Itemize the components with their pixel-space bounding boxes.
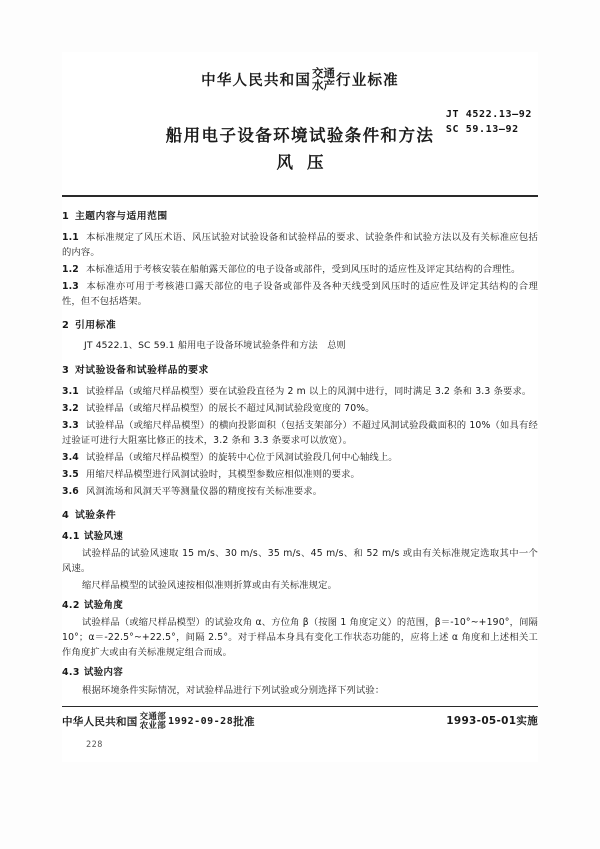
clause-3-2: [62, 401, 538, 416]
masthead-ministry-bottom: 水产: [312, 77, 336, 92]
clause-3-1: [62, 384, 538, 399]
clause-text-3-2: 试验样品（或缩尺样品模型）的展长不超过风洞试验段宽度的 70%。: [86, 402, 375, 414]
footer-ministry-top: 交通部: [139, 711, 167, 722]
clause-text-3-4: 试验样品（或缩尺样品模型）的旋转中心位于风洞试验段几何中心轴线上。: [86, 451, 398, 463]
section-title-1: 主题内容与适用范围: [75, 210, 168, 222]
masthead-ministry-top: 交通: [312, 66, 336, 80]
clause-text-3-5: 用缩尺样品模型进行风洞试验时，其模型参数应相似准则的要求。: [86, 468, 360, 480]
footer-implement-date: 1993-05-01实施: [446, 714, 538, 727]
section-title-4: 试验条件: [75, 509, 117, 521]
scanned-page-content: [62, 52, 538, 762]
clause-1-3: [62, 279, 538, 309]
subsection-heading-4-1: [62, 529, 538, 544]
page-title: 船用电子设备环境试验条件和方法: [165, 126, 435, 145]
standard-number-jt: JT 4522.13—92: [445, 109, 532, 120]
clause-text-4-3-a: 根据环境条件实际情况，对试验样品进行下列试验或分别选择下列试验：: [82, 684, 385, 696]
clause-1-2: [62, 262, 538, 277]
referenced-standard: JT 4522.1、SC 59.1 船用电子设备环境试验条件和方法 总则: [84, 339, 346, 351]
footer-ministry-bottom: 农业部: [139, 720, 167, 731]
standard-number-block: [446, 108, 532, 137]
clause-3-3: [62, 418, 538, 448]
masthead-prefix: 中华人民共和国: [201, 73, 312, 90]
footer-issuer-prefix: 中华人民共和国: [62, 716, 138, 729]
clause-text-4-1-a: 试验样品的试验风速取 15 m/s、30 m/s、35 m/s、45 m/s、和 52 m/s 或由有关标准规定选取其中一个风速。: [62, 547, 538, 574]
clause-number-3-3: 3.3: [62, 419, 79, 431]
masthead-line: [201, 68, 399, 92]
clause-number-1-2: 1.2: [62, 263, 79, 275]
clause-text-4-1-b: 缩尺样品模型的试验风速按相似准则折算或由有关标准规定。: [82, 580, 338, 592]
subsection-title-4-1: 试验风速: [84, 530, 124, 542]
masthead: [62, 60, 538, 135]
subsection-number-4-3: 4.3: [62, 667, 80, 679]
subsection-heading-4-2: [62, 598, 538, 613]
footer-approve-date: 1992-09-28: [168, 716, 234, 728]
subsection-title-4-3: 试验内容: [84, 667, 124, 679]
clause-3-6: [62, 484, 538, 499]
section-number-2: 2: [62, 319, 70, 331]
clause-number-1-3: 1.3: [62, 280, 79, 292]
clause-number-3-2: 3.2: [62, 402, 79, 414]
clause-1-1: [62, 230, 538, 260]
section-heading-4: [62, 508, 538, 524]
footer-ministry-stack: [140, 713, 166, 731]
section-title-2: 引用标准: [75, 319, 117, 331]
clause-3-5: [62, 467, 538, 482]
clause-text-3-3: 试验样品（或缩尺样品模型）的横向投影面积（包括支架部分）不超过风洞试验段截面积的 10%（如具有经过验证可进行大阻塞比修正的技术，3.2 条和 3.3 条要求可以放宽）。: [62, 419, 538, 446]
section-number-3: 3: [62, 364, 70, 376]
subsection-number-4-2: 4.2: [62, 600, 80, 612]
clause-text-1-1: 本标准规定了风压术语、风压试验对试验设备和试验样品的要求、试验条件和试验方法以及有关标准应包括的内容。: [62, 231, 538, 258]
footer-divider: [62, 706, 538, 707]
subsection-number-4-1: 4.1: [62, 530, 80, 542]
clause-text-3-1: 试验样品（或缩尺样品模型）要在试验段直径为 2 m 以上的风洞中进行，同时满足 3.2 条和 3.3 条要求。: [86, 385, 532, 397]
subsection-heading-4-3: [62, 665, 538, 680]
section-number-4: 4: [62, 509, 70, 521]
standard-number-sc: SC 59.13—92: [445, 123, 519, 135]
clause-text-1-2: 本标准适用于考核安装在船舶露天部位的电子设备或部件，受到风压时的适应性及评定其结构的合理性。: [86, 263, 521, 275]
clause-text-4-2-a: 试验样品（或缩尺样品模型）的试验攻角 α、方位角 β（按图 1 角度定义）的范围，β＝-10°~+190°，间隔 10°；α＝-22.5°~+22.5°，间隔 2.5°。对于样品本身具有变化工作状态功能的，应将上述 α 角度和上述相关工作角度扩大或由有关标准规定组合而成。: [62, 617, 538, 659]
masthead-suffix: 行业标准: [336, 73, 399, 90]
clause-text-3-6: 风洞流场和风洞天平等测量仪器的精度按有关标准要求。: [86, 485, 323, 497]
document-body: [62, 209, 538, 698]
page-subtitle: 风压: [276, 152, 338, 172]
footer-approval: [62, 713, 255, 731]
clause-number-3-6: 3.6: [62, 485, 79, 497]
section-number-1: 1: [62, 210, 70, 222]
masthead-ministry-stack: [312, 68, 335, 92]
clause-number-1-1: 1.1: [62, 231, 79, 243]
section-heading-1: [62, 209, 538, 225]
section-title-3: 对试验设备和试验样品的要求: [75, 364, 209, 376]
section-heading-2: [62, 318, 538, 334]
page-number: 228: [86, 740, 103, 750]
subsection-title-4-2: 试验角度: [84, 600, 124, 612]
clause-3-4: [62, 450, 538, 465]
section-heading-3: [62, 363, 538, 379]
clause-number-3-1: 3.1: [62, 385, 79, 397]
page-footer: [62, 713, 538, 731]
clause-number-3-5: 3.5: [62, 468, 79, 480]
clause-number-3-4: 3.4: [62, 451, 79, 463]
header-divider: [62, 195, 538, 197]
clause-text-1-3: 本标准亦可用于考核港口露天部位的电子设备或部件及各种天线受到风压时的适应性及评定其结构的合理性，但不包括塔架。: [62, 280, 538, 307]
footer-approve-label: 批准: [233, 716, 255, 729]
